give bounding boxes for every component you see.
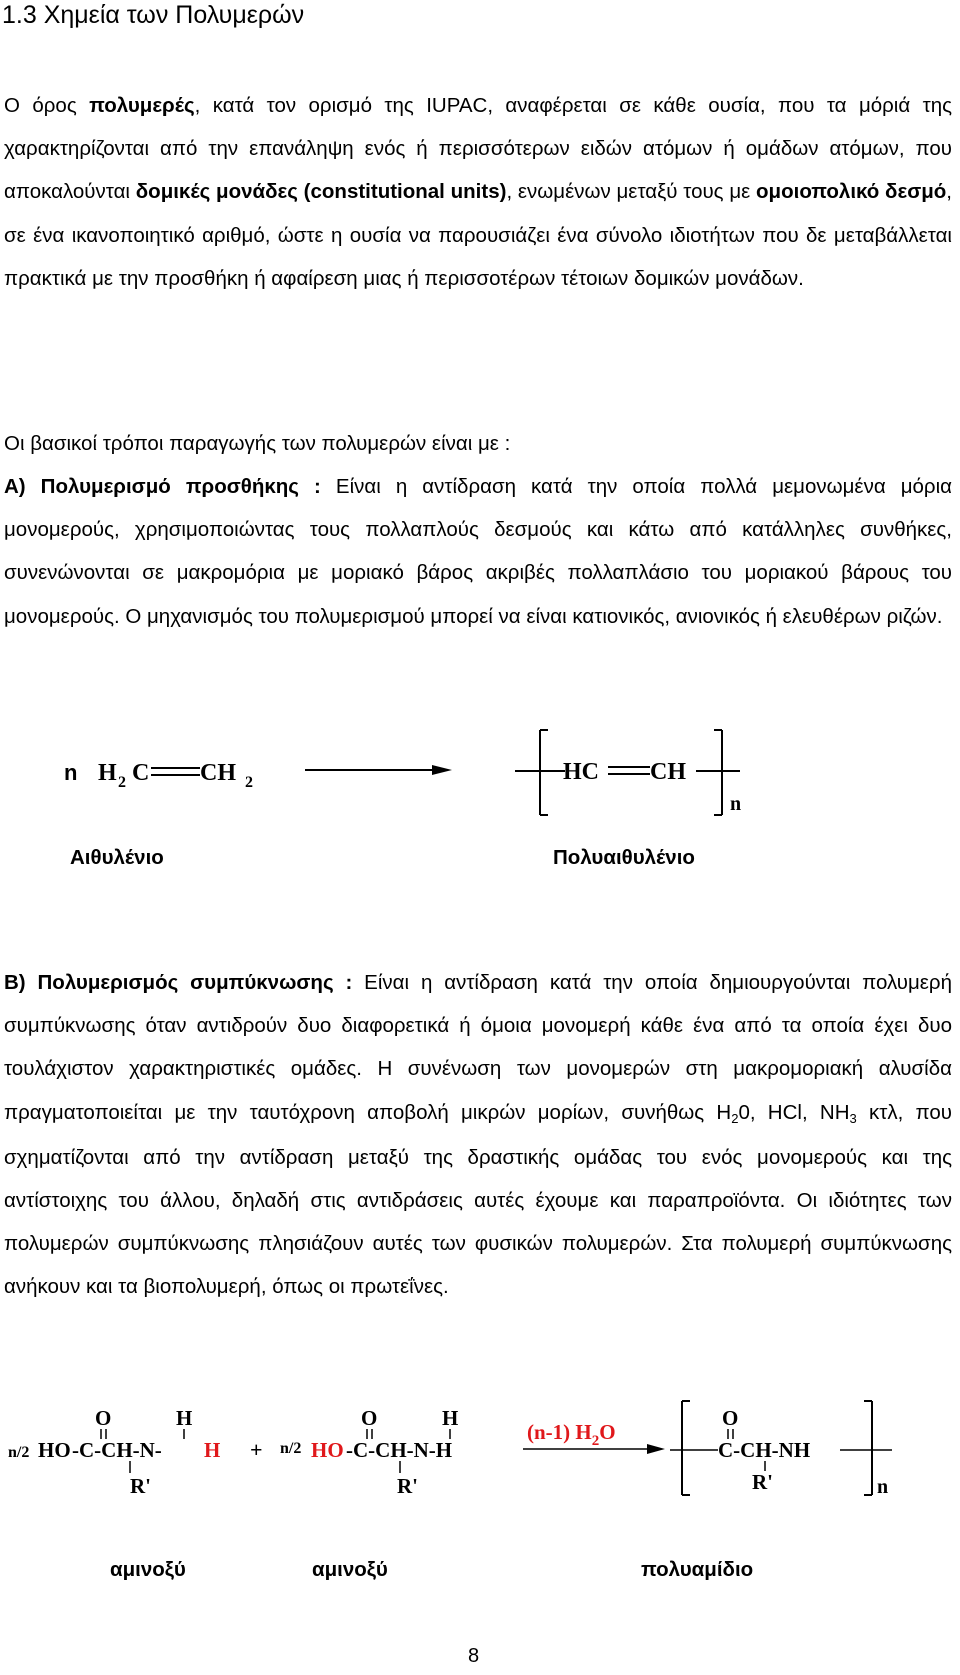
r1-repeat-n: n xyxy=(730,793,742,815)
p4-text-3: κτλ, που σχηματίζονται από την αντίδραση μεταξύ της δραστικής ομάδας του ενός μονομερούς και της αντίστοιχης του άλλου, δηλαδή στις αντιδράσεις αυτές έχουμε και παραπροϊόντα. Οι ιδιότητες των πολυμερών συμπύκνωσης πλησιάζουν αυτές των φυσικών πολυμερών. Στα πολυμερή συμπύκνωσης ανήκουν και τα βιοπολυμερή, όπως οι πρωτεΐνες. xyxy=(4,1100,952,1299)
r2-m2-top-h: H xyxy=(442,1406,459,1430)
p1-text-4: , σε ένα ικανοποιητικό αριθμό, ώστε η ουσία να παρουσιάζει ένα σύνολο ιδιοτήτων που δε μεταβάλλεται πρακτικά με την προσθήκη ή αφαίρεση μιας ή περισσοτέρων τέτοιων δομικών μονάδων. xyxy=(4,180,952,290)
p4-sub-h2o: 2 xyxy=(731,1110,739,1126)
p1-text-2: , κατά τον ορισμό της IUPAC, αναφέρεται σε κάθε ουσία, που τα μόριά της χαρακτηρίζονται από την επανάληψη ενός ή περισσότερων ειδών ατόμων ή ομάδων ατόμων, που αποκαλούνται xyxy=(4,94,953,204)
p4-text-2: 0, HCl, NH xyxy=(738,1100,850,1124)
r2-water-sub: 2 xyxy=(591,1433,600,1449)
section-heading: 1.3 Χημεία των Πολυμερών xyxy=(2,1,305,29)
r2-product-chain: C-CH-NH xyxy=(718,1438,811,1462)
paragraph-addition-polymerization xyxy=(4,465,952,638)
paragraph-production-methods: Οι βασικοί τρόποι παραγωγής των πολυμερών είναι με : xyxy=(4,432,511,455)
paragraph-condensation-polymerization xyxy=(4,961,952,1309)
p4-text-1: Είναι η αντίδραση κατά την οποία δημιουργούνται πολυμερή συμπύκνωσης όταν αντιδρούν δυο διαφορετικά ή όμοια μονομερή κάθε ένα από τα οποία έχει δυο τουλάχιστον χαρακτηριστικές ομάδες. Η συνένωση των μονομερών στη μακρομοριακή αλυσίδα πραγματοποιείται με την ταυτόχρονη αποβολή μικρών μορίων, συνήθως H xyxy=(4,971,952,1124)
r2-arrow-head xyxy=(647,1444,665,1454)
p4-sub-nh3: 3 xyxy=(849,1110,857,1126)
r2-m2-chain: -C-CH-N-H xyxy=(346,1438,453,1462)
r2-water-b: O xyxy=(599,1420,616,1444)
label-amino-acid-1: αμινοξύ xyxy=(110,1558,186,1581)
r2-m1-r-group: R' xyxy=(130,1474,151,1498)
r1-product-hc: HC xyxy=(563,759,599,785)
r1-ethylene-c: C xyxy=(132,760,150,786)
p4-bold-title: Β) Πολυμερισμός συμπύκνωσης : xyxy=(4,971,353,994)
label-ethylene: Αιθυλένιο xyxy=(70,846,164,869)
r1-ethylene-sub-1: 2 xyxy=(118,774,126,791)
r2-m2-coefficient: n/2 xyxy=(280,1440,302,1457)
r1-product-ch: CH xyxy=(650,759,686,785)
page-number: 8 xyxy=(468,1645,480,1667)
p1-bold-constitutional-units: δομικές μονάδες (constitutional units) xyxy=(135,180,507,204)
r2-m2-r-group: R' xyxy=(397,1474,418,1498)
p1-text-1: Ο όρος xyxy=(4,94,90,117)
r1-ethylene-ch: CH xyxy=(200,760,236,786)
paragraph-polymer-definition xyxy=(4,84,952,300)
r2-repeat-n: n xyxy=(877,1476,889,1498)
p1-text-3: , ενωμένων μεταξύ τους με xyxy=(506,180,757,204)
r2-m1-coefficient: n/2 xyxy=(8,1444,30,1461)
r2-m1-ho: HO xyxy=(38,1438,71,1462)
label-amino-acid-2: αμινοξύ xyxy=(312,1558,388,1581)
label-polyethylene: Πολυαιθυλένιο xyxy=(553,846,695,869)
r2-product-oxygen: O xyxy=(722,1406,739,1430)
r1-ethylene-h: H xyxy=(98,760,117,786)
r1-arrow-head xyxy=(432,765,452,775)
r2-plus: + xyxy=(250,1437,263,1462)
reaction-polyamide-diagram xyxy=(0,1395,960,1515)
r2-m1-terminal-h: H xyxy=(204,1438,221,1462)
p3-text: Είναι η αντίδραση κατά την οποία πολλά μεμονωμένα μόρια μονομερούς, χρησιμοποιώντας τους πολλαπλούς δεσμούς και κάτω από κατάλληλες συνθήκες, συνενώνονται σε μακρομόρια με μοριακό βάρος ακριβές πολλαπλάσιο του μοριακού βάρους του μονομερούς. Ο μηχανισμός του πολυμερισμού μπορεί να είναι κατιονικός, ανιονικός ή ελευθέρων ριζών. xyxy=(4,475,952,628)
r2-m2-oxygen: O xyxy=(361,1406,378,1430)
r2-m1-top-h: H xyxy=(176,1406,193,1430)
p3-bold-title: Α) Πολυμερισμό προσθήκης : xyxy=(4,475,321,498)
r2-m1-oxygen: O xyxy=(95,1406,112,1430)
r1-coefficient: n xyxy=(64,760,78,785)
label-polyamide: πολυαμίδιο xyxy=(641,1558,754,1581)
p1-bold-polymer: πολυμερές xyxy=(89,94,195,117)
p1-bold-covalent-bond: ομοιοπολικό δεσμό xyxy=(756,180,947,204)
r2-water-label xyxy=(527,1420,616,1449)
r1-ethylene-sub-2: 2 xyxy=(245,774,253,791)
reaction-ethylene-diagram xyxy=(0,720,960,830)
r2-m1-chain: -C-CH-N- xyxy=(72,1438,162,1462)
r2-m2-ho: HO xyxy=(311,1438,344,1462)
r2-product-r-group: R' xyxy=(752,1470,773,1494)
r2-water-a: (n-1) H xyxy=(527,1420,592,1444)
